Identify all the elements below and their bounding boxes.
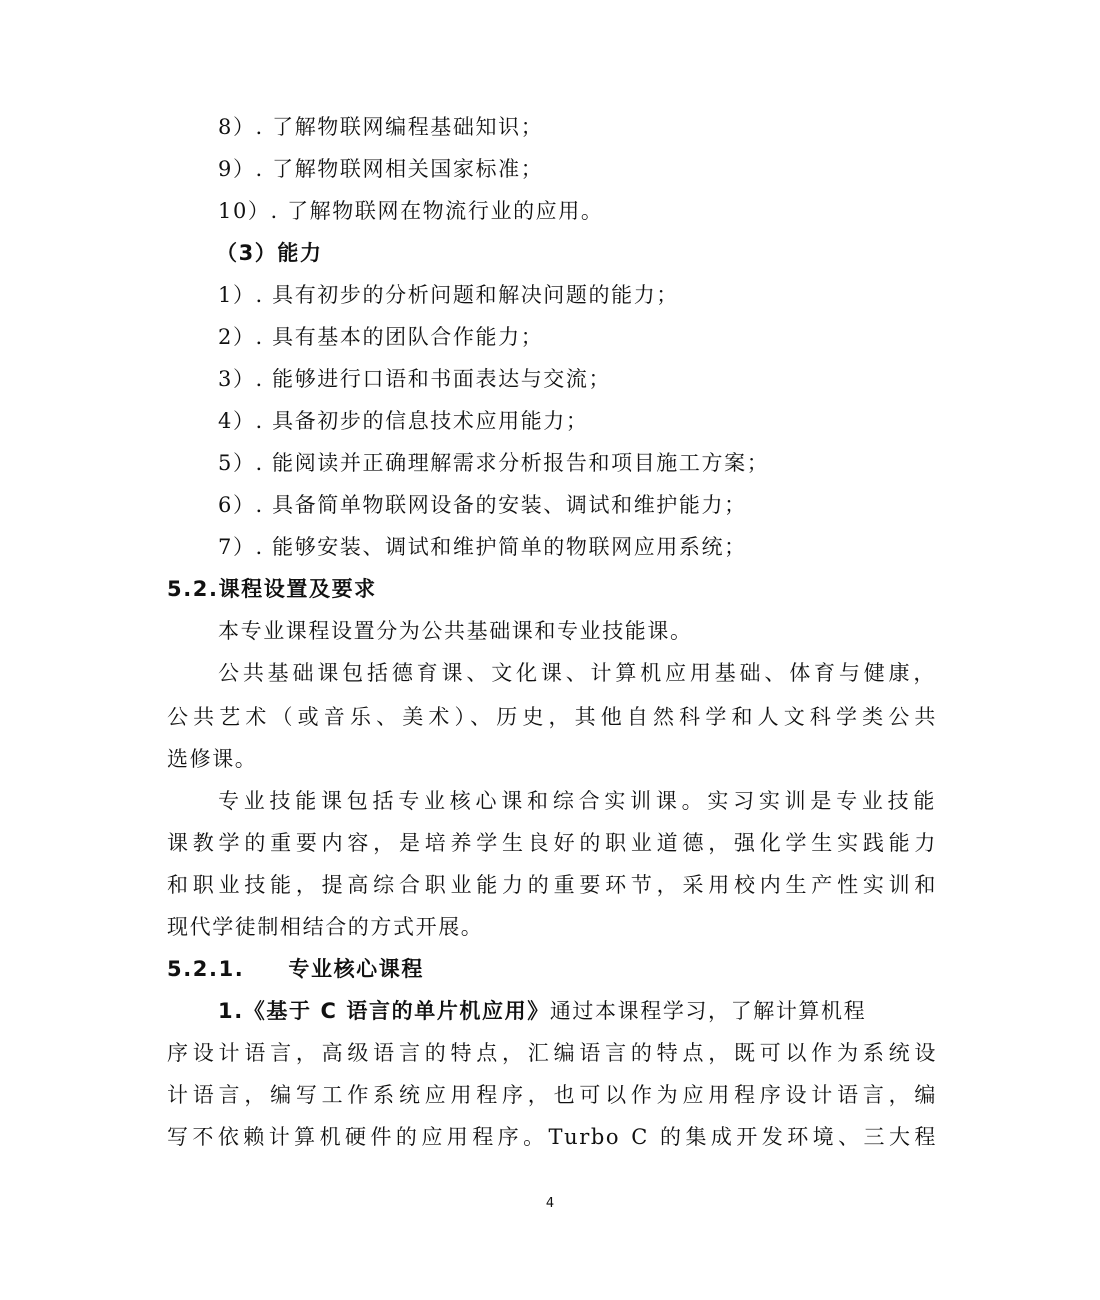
course1-line-3: 计语言，编写工作系统应用程序，也可以作为应用程序设计语言，编 xyxy=(167,1083,937,1107)
subsection-title: 专业核心课程 xyxy=(288,957,424,981)
intro-paragraph: 本专业课程设置分为公共基础课和专业技能课。 xyxy=(218,619,693,643)
course1-lead-text: 通过本课程学习，了解计算机程 xyxy=(549,999,867,1023)
ability-item-6: 6）. 具备简单物联网设备的安装、调试和维护能力； xyxy=(218,493,747,517)
public-course-line-1: 公共基础课包括德育课、文化课、计算机应用基础、体育与健康， xyxy=(218,661,936,685)
course1-line-4: 写不依赖计算机硬件的应用程序。Turbo C 的集成开发环境、三大程 xyxy=(167,1125,937,1149)
ability-item-5: 5）. 能阅读并正确理解需求分析报告和项目施工方案； xyxy=(218,451,770,475)
skill-course-line-2: 课教学的重要内容，是培养学生良好的职业道德，强化学生实践能力 xyxy=(167,831,937,855)
skill-course-line-3: 和职业技能，提高综合职业能力的重要环节，采用校内生产性实训和 xyxy=(167,873,937,897)
page-number: 4 xyxy=(545,1196,555,1211)
ability-heading: （3）能力 xyxy=(216,241,323,265)
public-course-line-2: 公共艺术（或音乐、美术）、历史，其他自然科学和人文科学类公共 xyxy=(167,705,937,729)
course1-title: 1.《基于 C 语言的单片机应用》 xyxy=(218,999,550,1023)
skill-course-line-4: 现代学徒制相结合的方式开展。 xyxy=(167,915,484,939)
ability-item-7: 7）. 能够安装、调试和维护简单的物联网应用系统； xyxy=(218,535,747,559)
ability-item-1: 1）. 具有初步的分析问题和解决问题的能力； xyxy=(218,283,679,307)
skill-course-line-1: 专业技能课包括专业核心课和综合实训课。实习实训是专业技能 xyxy=(218,789,936,813)
course1-line-1 xyxy=(218,996,936,1026)
ability-item-4: 4）. 具备初步的信息技术应用能力； xyxy=(218,409,589,433)
ability-item-2: 2）. 具有基本的团队合作能力； xyxy=(218,325,544,349)
course1-line-2: 序设计语言，高级语言的特点，汇编语言的特点，既可以作为系统设 xyxy=(167,1041,937,1065)
subsection-number: 5.2.1. xyxy=(167,957,245,981)
knowledge-item-9: 9）. 了解物联网相关国家标准； xyxy=(218,157,544,181)
knowledge-item-8: 8）. 了解物联网编程基础知识； xyxy=(218,115,544,139)
section-heading: 5.2.课程设置及要求 xyxy=(167,577,377,601)
knowledge-item-10: 10）. 了解物联网在物流行业的应用。 xyxy=(218,199,604,223)
subsection-heading xyxy=(167,954,937,984)
ability-item-3: 3）. 能够进行口语和书面表达与交流； xyxy=(218,367,612,391)
public-course-line-3: 选修课。 xyxy=(167,747,258,771)
